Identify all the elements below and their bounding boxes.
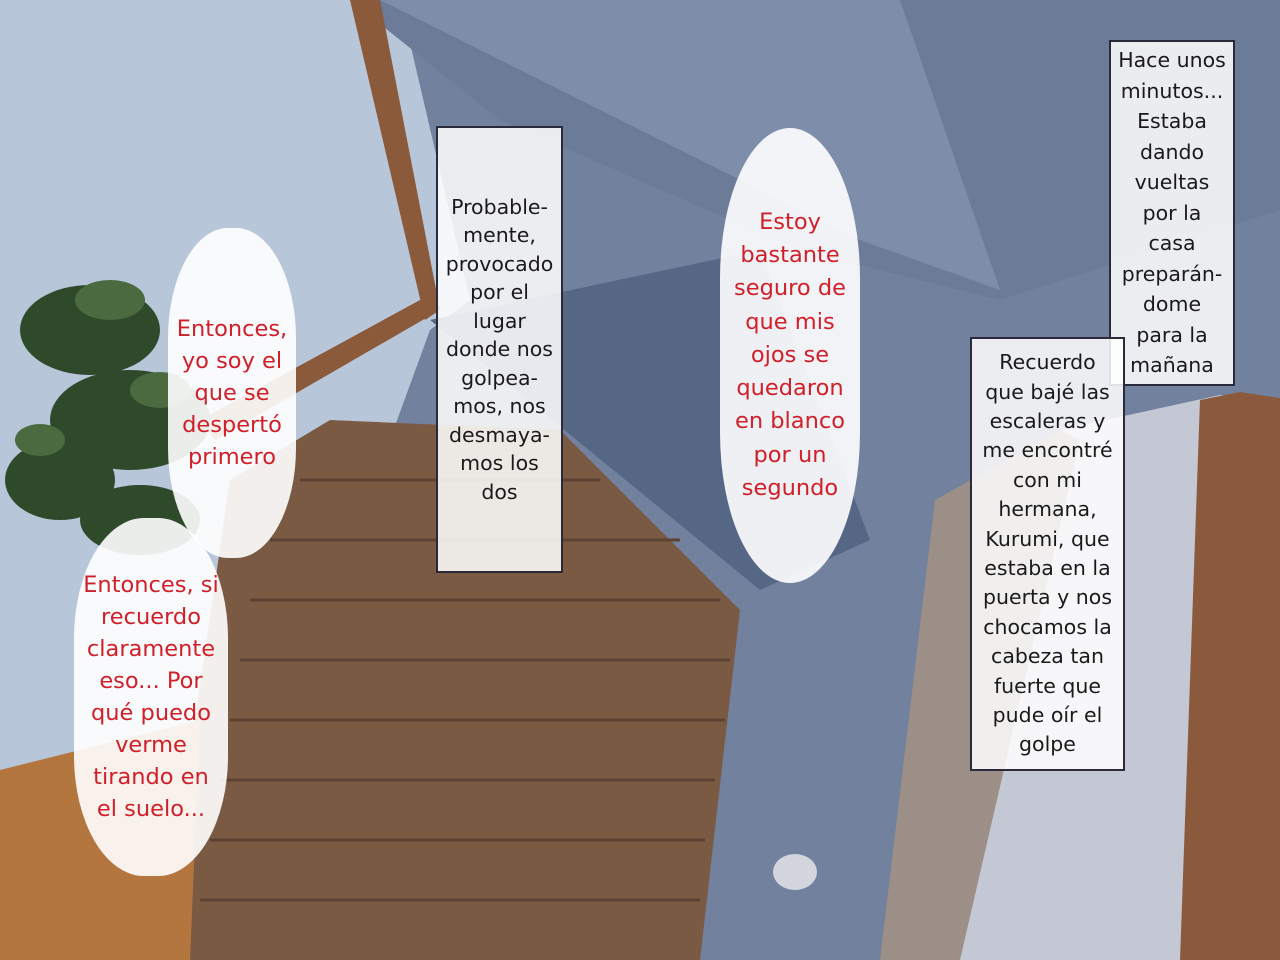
caption-text-top-right: Hace unos minutos... Estaba dando vueltas por la casa preparán- dome para la mañana [1118, 48, 1226, 378]
speech-bubble-upper-left [168, 228, 296, 558]
speech-bubble-lower-left [74, 518, 228, 876]
speech-text-upper-left: Entonces, yo soy el que se despertó primero [176, 316, 288, 470]
caption-box-right [970, 337, 1125, 771]
speech-text-center-right: Estoy bastante seguro de que mis ojos se quedaron en blanco por un segundo [734, 208, 846, 502]
caption-text-right: Recuerdo que bajé las escaleras y me encontré con mi hermana, Kurumi, que estaba en la puerta y nos chocamos la cabeza tan fuerte que pude oír el golpe [982, 350, 1113, 757]
caption-box-middle [436, 126, 563, 573]
speech-bubble-center-right [720, 128, 860, 583]
speech-text-lower-left: Entonces, si recuerdo claramente eso... Por qué puedo verme tirando en el suelo... [83, 572, 219, 822]
caption-box-top-right [1109, 40, 1235, 386]
caption-text-middle: Probable- mente, provocado por el lugar donde nos golpea- mos, nos desmaya- mos los dos [445, 194, 554, 504]
